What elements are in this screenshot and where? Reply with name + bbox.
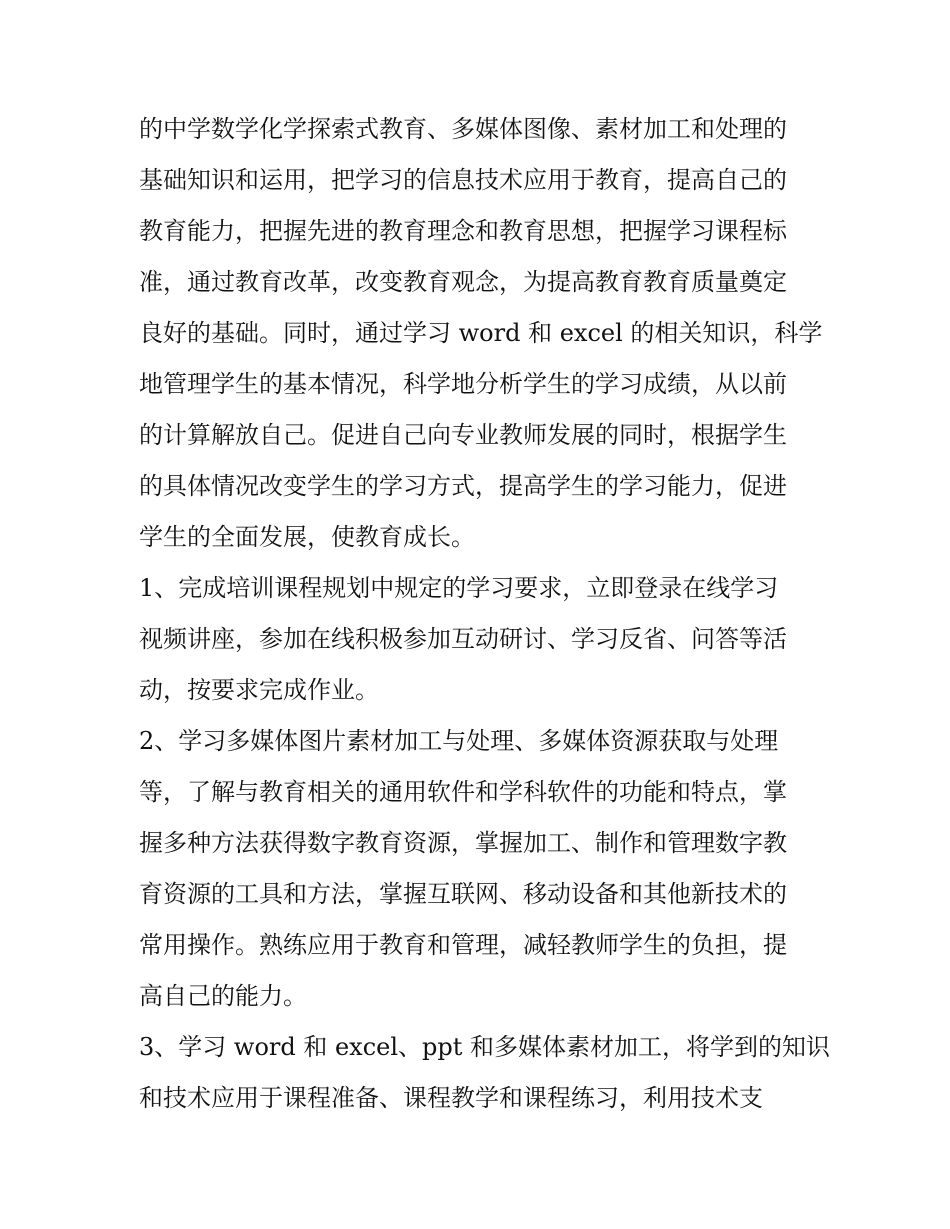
text-line: 的计算解放自己。促进自己向专业教师发展的同时，根据学生 bbox=[139, 421, 787, 449]
text-line: 学生的全面发展，使教育成长。 bbox=[139, 523, 475, 551]
text-line: 教育能力，把握先进的教育理念和教育思想，把握学习课程标 bbox=[139, 217, 787, 245]
text-line: 握多种方法获得数字教育资源，掌握加工、制作和管理数字教 bbox=[139, 829, 787, 857]
text-line: 地管理学生的基本情况，科学地分析学生的学习成绩，从以前 bbox=[139, 370, 787, 398]
list-item-3-line: 3、学习 word 和 excel、ppt 和多媒体素材加工，将学到的知识 bbox=[139, 1033, 831, 1061]
text-line: 和技术应用于课程准备、课程教学和课程练习，利用技术支 bbox=[139, 1084, 763, 1112]
text-line: 的中学数学化学探索式教育、多媒体图像、素材加工和处理的 bbox=[139, 115, 787, 143]
text-line: 育资源的工具和方法，掌握互联网、移动设备和其他新技术的 bbox=[139, 880, 787, 908]
list-item-2-line: 2、学习多媒体图片素材加工与处理、多媒体资源获取与处理 bbox=[139, 727, 779, 755]
text-line: 基础知识和运用，把学习的信息技术应用于教育，提高自己的 bbox=[139, 166, 787, 194]
document-body bbox=[139, 104, 831, 1124]
text-line: 常用操作。熟练应用于教育和管理，减轻教师学生的负担，提 bbox=[139, 931, 787, 959]
text-line: 视频讲座，参加在线积极参加互动研讨、学习反省、问答等活 bbox=[139, 625, 787, 653]
text-line: 的具体情况改变学生的学习方式，提高学生的学习能力，促进 bbox=[139, 472, 787, 500]
text-line: 高自己的能力。 bbox=[139, 982, 307, 1010]
text-line: 良好的基础。同时，通过学习 word 和 excel 的相关知识，科学 bbox=[139, 319, 823, 347]
text-line: 准，通过教育改革，改变教育观念，为提高教育教育质量奠定 bbox=[139, 268, 787, 296]
text-line: 动，按要求完成作业。 bbox=[139, 676, 379, 704]
list-item-1-line: 1、完成培训课程规划中规定的学习要求，立即登录在线学习 bbox=[139, 574, 779, 602]
text-line: 等，了解与教育相关的通用软件和学科软件的功能和特点，掌 bbox=[139, 778, 787, 806]
